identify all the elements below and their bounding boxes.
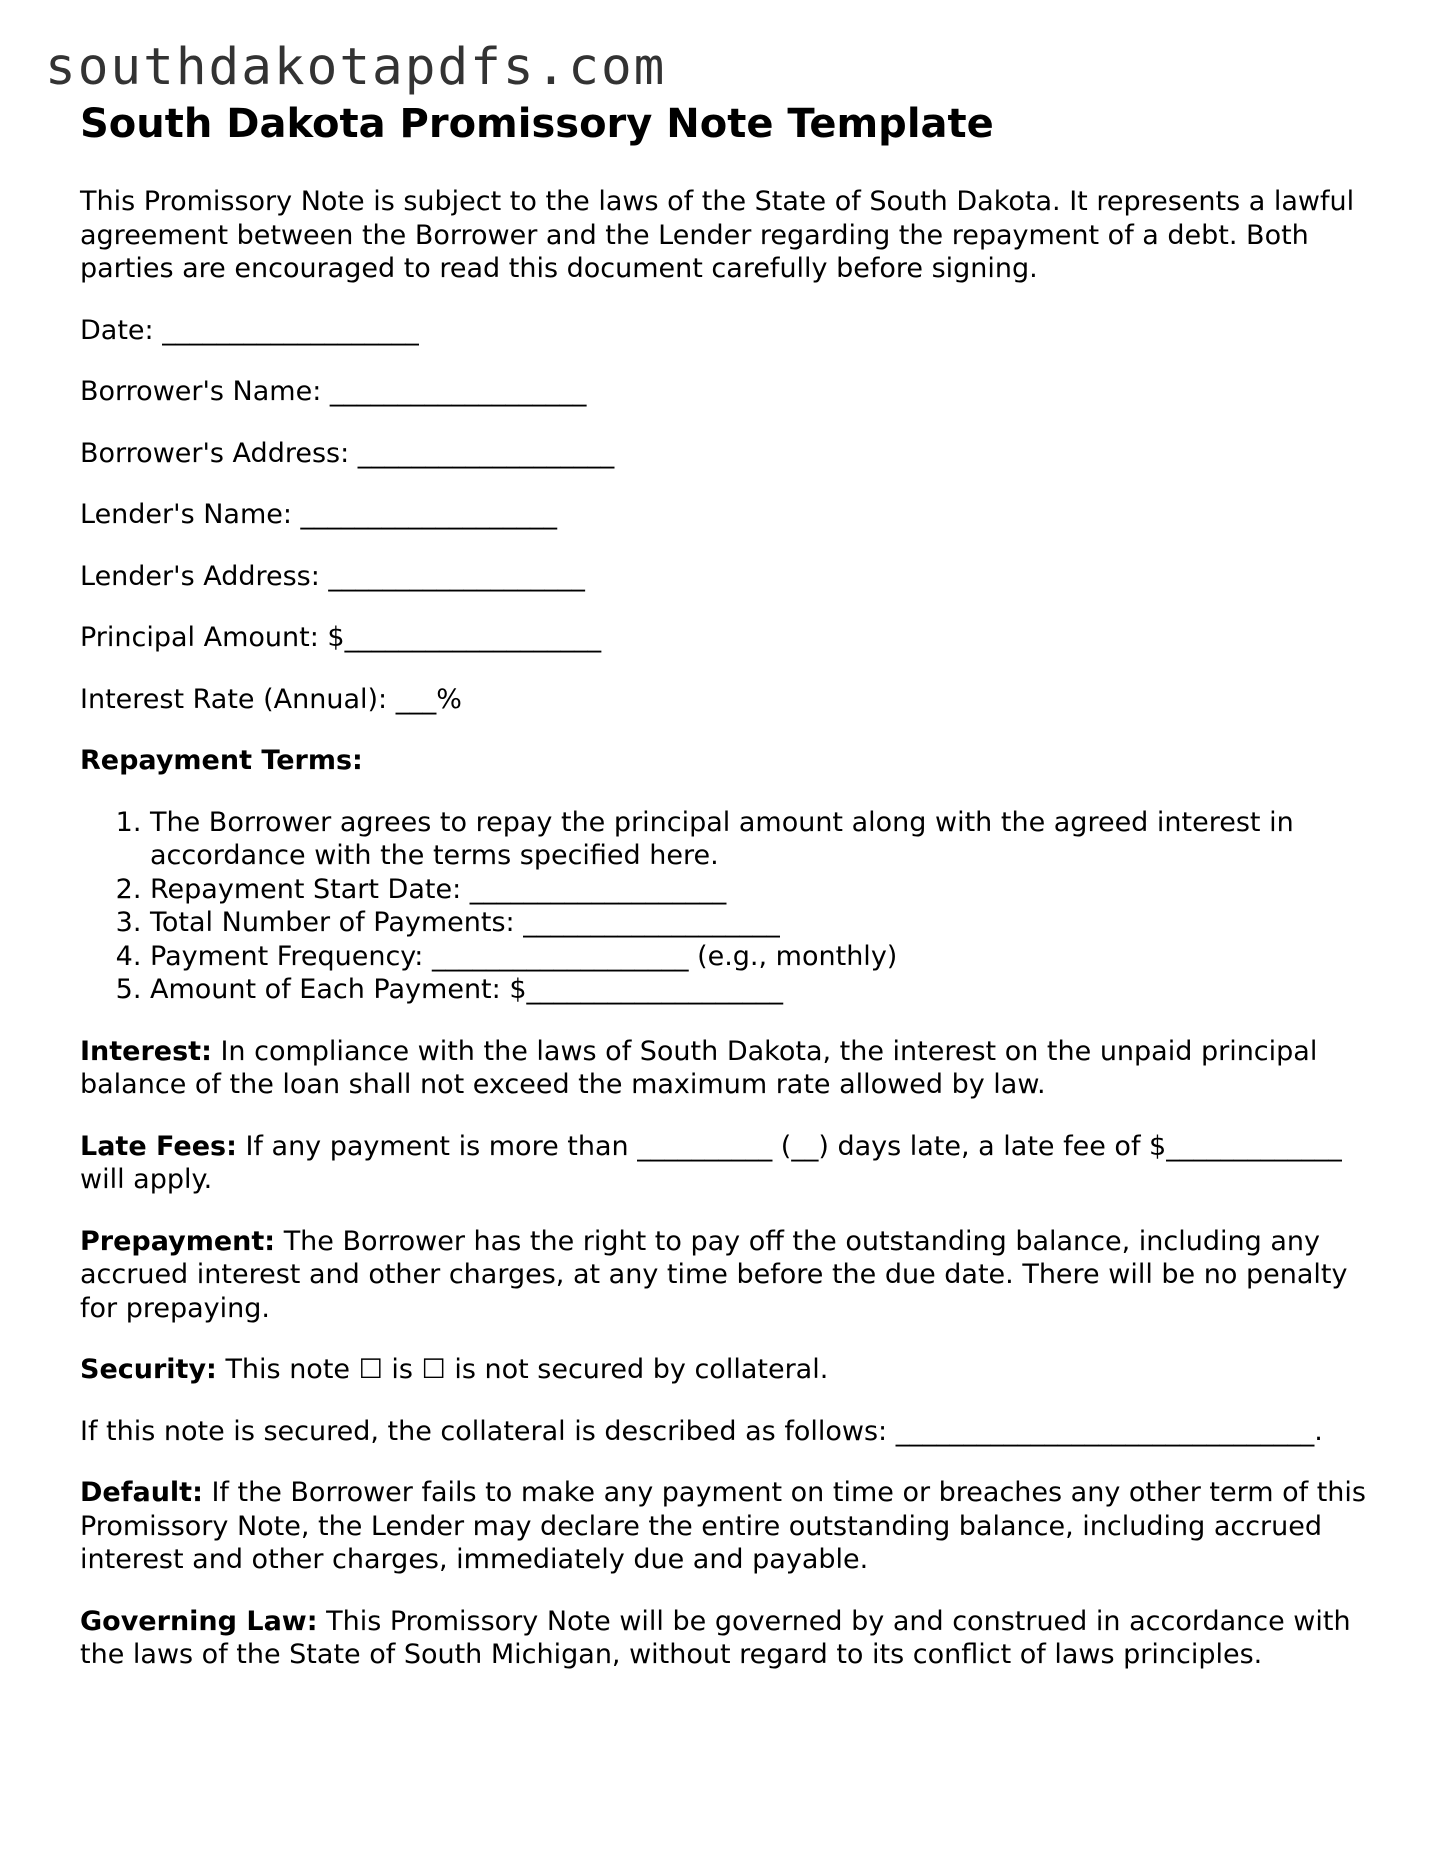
security-label: Security: (80, 1354, 217, 1385)
security-text: This note ☐ is ☐ is not secured by collateral. (216, 1354, 829, 1385)
security-section (80, 1353, 1370, 1387)
watermark: southdakotapdfs.com (45, 38, 667, 97)
list-item: 2. Repayment Start Date: ___________________ (150, 873, 1370, 907)
list-item: 4. Payment Frequency: ___________________ (e.g., monthly) (150, 940, 1370, 974)
date-field: Date: ___________________ (80, 314, 419, 346)
intro-paragraph: This Promissory Note is subject to the laws of the State of South Dakota. It represents a lawful agreement between the Borrower and the Lender regarding the repayment of a debt. Both parties are encouraged to read this document carefully before signing. (80, 186, 1355, 284)
lender-name-field: Lender's Name: ___________________ (80, 499, 558, 530)
default-section (80, 1476, 1370, 1577)
page-title: South Dakota Promissory Note Template (80, 101, 994, 147)
list-item: 3. Total Number of Payments: ___________________ (150, 906, 1370, 940)
default-text: If the Borrower fails to make any payment on time or breaches any other term of this Promissory Note, the Lender may declare the entire outstanding balance, including accrued interest and other charges, immediately due and payable. (80, 1477, 1366, 1575)
late-fees-section (80, 1130, 1370, 1197)
governing-law-section (80, 1605, 1370, 1672)
prepayment-section (80, 1225, 1370, 1326)
governing-law-label: Governing Law: (80, 1605, 318, 1637)
late-fees-label: Late Fees: (80, 1130, 237, 1162)
interest-label: Interest: (80, 1035, 212, 1067)
repayment-terms-heading: Repayment Terms: (80, 745, 363, 776)
borrower-address-field: Borrower's Address: ___________________ (80, 437, 615, 469)
document-page (80, 96, 1370, 1700)
repayment-terms-list (80, 806, 1370, 1007)
lender-address-field: Lender's Address: ___________________ (80, 560, 585, 592)
collateral-paragraph: If this note is secured, the collateral is described as follows: _______________________________. (80, 1415, 1323, 1447)
interest-section (80, 1035, 1370, 1102)
governing-law-text: This Promissory Note will be governed by and construed in accordance with the laws of the State of South Michigan, without regard to its conflict of laws principles. (80, 1605, 1351, 1670)
borrower-name-field: Borrower's Name: ___________________ (80, 376, 587, 407)
principal-amount-field: Principal Amount: $___________________ (80, 622, 602, 653)
prepayment-text: The Borrower has the right to pay off the outstanding balance, including any accrued interest and other charges, at any time before the due date. There will be no penalty for prepaying. (80, 1225, 1348, 1324)
list-item: 5. Amount of Each Payment: $___________________ (150, 973, 1370, 1007)
late-fees-text: If any payment is more than __________ (__) days late, a late fee of $_____________ will apply. (80, 1130, 1342, 1195)
interest-rate-field: Interest Rate (Annual): ___% (80, 683, 462, 715)
default-label: Default: (80, 1477, 203, 1508)
prepayment-label: Prepayment: (80, 1225, 276, 1257)
interest-text: In compliance with the laws of South Dakota, the interest on the unpaid principal balance of the loan shall not exceed the maximum rate allowed by law. (80, 1035, 1318, 1100)
list-item: 1. The Borrower agrees to repay the principal amount along with the agreed interest in accordance with the terms specified here. (150, 806, 1370, 873)
